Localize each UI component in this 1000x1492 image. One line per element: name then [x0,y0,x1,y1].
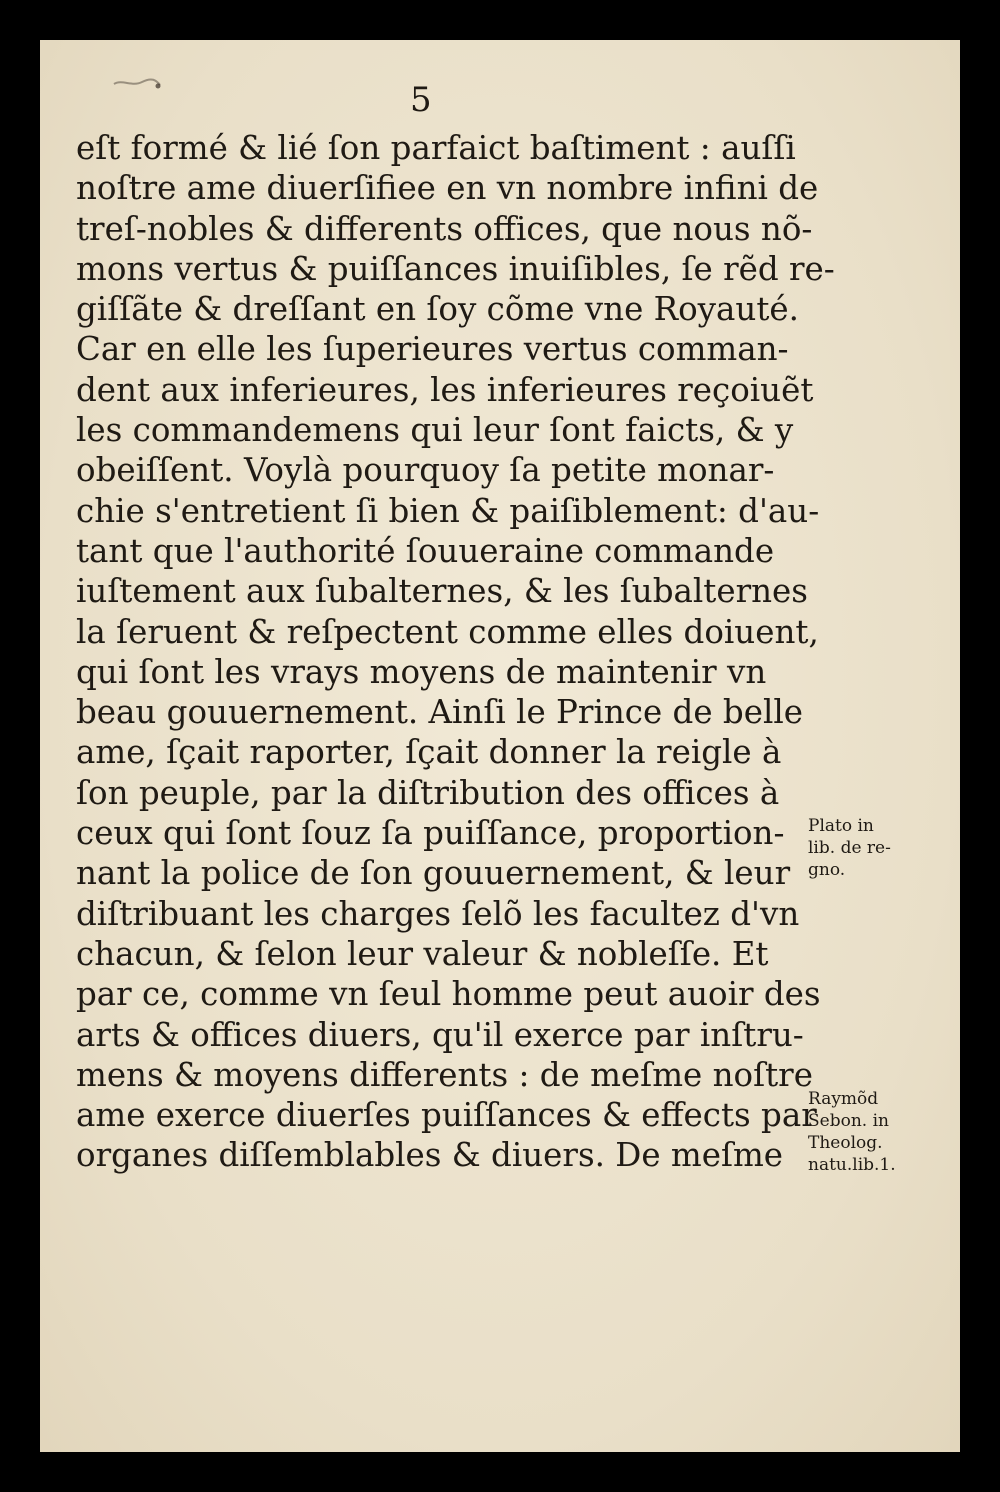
margin-note-line: Sebon. in [808,1111,889,1131]
text-line: organes diſſemblables & diuers. De meſme [76,1136,784,1175]
text-line: diſtribuant les charges ſelõ les facultez d'vn [76,894,800,933]
text-line: ame, ſçait raporter, ſçait donner la reigle à [76,733,782,772]
text-line: tant que l'authorité ſouueraine commande [76,531,775,570]
text-line: la ſeruent & reſpectent comme elles doiuent, [76,612,819,651]
margin-note-line: Raymõd [808,1089,879,1109]
text-line: dent aux inferieures, les inferieures reçoiuẽt [76,370,814,409]
margin-note-line: Theolog. [808,1133,883,1153]
ink-smudge-mark [112,76,162,90]
text-line: noſtre ame diuerſifiee en vn nombre infini de [76,169,819,208]
margin-note-plato [808,815,954,881]
text-line: chacun, & ſelon leur valeur & nobleſſe. Et [76,934,769,973]
book-page [40,40,960,1452]
text-line: eſt formé & lié ſon parfaict baſtiment : auſſi [76,129,796,167]
text-line: iuſtement aux ſubalternes, & les ſubalternes [76,572,808,611]
page-number: 5 [410,80,432,120]
text-line: beau gouuernement. Ainſi le Prince de belle [76,693,803,732]
text-line: qui ſont les vrays moyens de maintenir vn [76,652,767,691]
text-line: ceux qui ſont ſouz ſa puiſſance, proportion- [76,814,785,853]
text-line: les commandemens qui leur ſont faicts, & y [76,411,794,450]
margin-note-line: gno. [808,860,846,880]
text-line: mons vertus & puiſſances inuiſibles, ſe rẽd re- [76,249,835,288]
margin-note-raymond-sebon [808,1088,954,1176]
text-line: mens & moyens differents : de meſme noſtre [76,1055,813,1094]
margin-note-line: Plato in [808,816,874,836]
text-line: arts & offices diuers, qu'il exerce par inſtru- [76,1015,804,1054]
text-line: treſ-nobles & differents offices, que nous nõ- [76,209,813,248]
text-line: ſon peuple, par la diſtribution des offices à [76,773,780,812]
text-line: ame exerce diuerſes puiſſances & effects par [76,1096,817,1135]
text-line: nant la police de ſon gouuernement, & leur [76,854,791,893]
margin-note-line: natu.lib.1. [808,1155,896,1175]
text-line: par ce, comme vn ſeul homme peut auoir des [76,975,821,1014]
text-line: Car en elle les ſuperieures vertus comman- [76,330,789,369]
text-line: obeiſſent. Voylà pourquoy ſa petite monar- [76,451,775,490]
text-line: giſſãte & dreſſant en ſoy cõme vne Royauté. [76,290,799,329]
margin-note-line: lib. de re- [808,838,891,858]
text-line: chie s'entretient ſi bien & paiſiblement: d'au- [76,491,820,530]
